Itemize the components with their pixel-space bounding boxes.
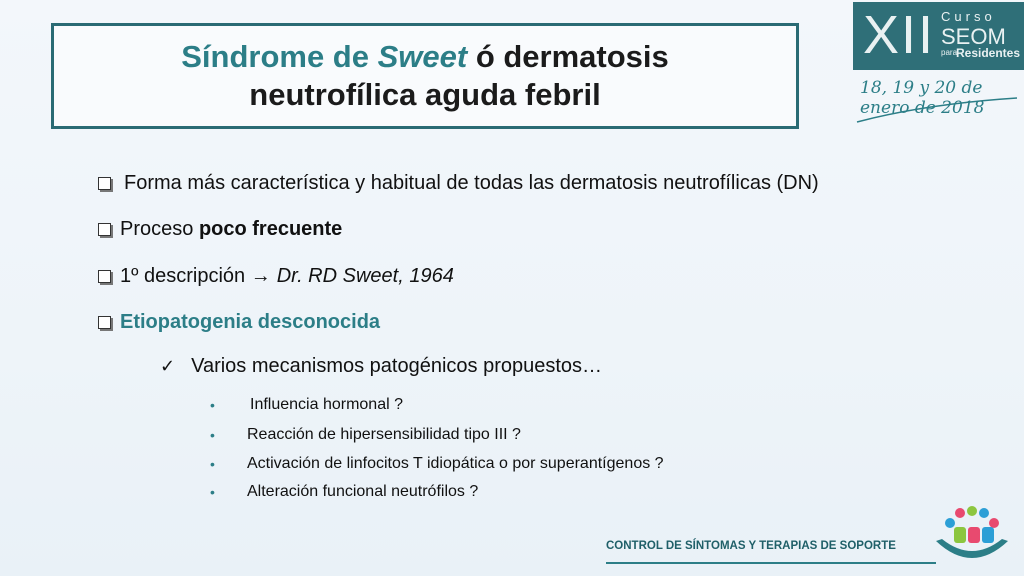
bullet-4 xyxy=(98,311,380,334)
list-item-text: Activación de linfocitos T idiopática o por superantígenos ? xyxy=(247,455,664,472)
bullet-dot-icon: • xyxy=(210,397,215,413)
logo-curso: Curso xyxy=(941,9,996,24)
title-part3: ó dermatosis xyxy=(467,39,669,74)
logo-para: para xyxy=(941,48,958,57)
list-item-text: Reacción de hipersensibilidad tipo III ? xyxy=(247,426,521,443)
bullet-3-prefix: 1º descripción xyxy=(120,265,251,287)
logo-dates: 18, 19 y 20 de enero de 2018 xyxy=(860,78,985,118)
bullet-3 xyxy=(98,265,454,288)
bullet-2 xyxy=(98,218,342,241)
arrow-right-icon: → xyxy=(250,265,271,287)
sub-bullet-text: Varios mecanismos patogénicos propuestos… xyxy=(191,355,603,377)
bullet-2-bold: poco frecuente xyxy=(198,218,343,240)
sub-bullet xyxy=(160,355,602,378)
title-part2: Sweet xyxy=(377,39,468,74)
footer-divider xyxy=(606,562,936,564)
title-box xyxy=(51,23,799,129)
bullet-dot-icon: • xyxy=(210,427,215,443)
bullet-1 xyxy=(98,172,819,195)
footer-title: CONTROL DE SÍNTOMAS Y TERAPIAS DE SOPORTE xyxy=(606,540,896,552)
bullet-dot-icon: • xyxy=(210,456,215,472)
list-item xyxy=(210,426,521,444)
logo-roman: XII xyxy=(863,5,936,65)
bullet-dot-icon: • xyxy=(210,484,215,500)
checkbox-bullet-icon xyxy=(98,177,111,190)
swoosh-icon xyxy=(855,96,1020,126)
bullet-2-prefix: Proceso xyxy=(120,218,199,240)
bullet-3-italic: Dr. RD Sweet, 1964 xyxy=(276,265,454,287)
list-item xyxy=(210,396,403,414)
list-item-text: Alteración funcional neutrófilos ? xyxy=(247,483,479,500)
checkbox-bullet-icon xyxy=(98,223,111,236)
slide-title-line2: neutrofílica aguda febril xyxy=(249,77,601,112)
people-group-icon xyxy=(932,505,1012,567)
slide-title-line1 xyxy=(181,38,669,76)
curso-seom-logo xyxy=(853,2,1024,70)
checkmark-icon: ✓ xyxy=(160,356,176,376)
bullet-1-text: Forma más característica y habitual de todas las dermatosis neutrofílicas (DN) xyxy=(124,172,819,194)
bullet-4-text: Etiopatogenia desconocida xyxy=(120,311,381,333)
logo-seom: SEOM xyxy=(941,24,1006,49)
list-item-text: Influencia hormonal ? xyxy=(250,396,403,413)
list-item xyxy=(210,483,478,501)
logo-residentes: Residentes xyxy=(956,46,1021,60)
title-part1: Síndrome de xyxy=(181,39,378,74)
list-item xyxy=(210,455,664,473)
checkbox-bullet-icon xyxy=(98,270,111,283)
checkbox-bullet-icon xyxy=(98,316,111,329)
